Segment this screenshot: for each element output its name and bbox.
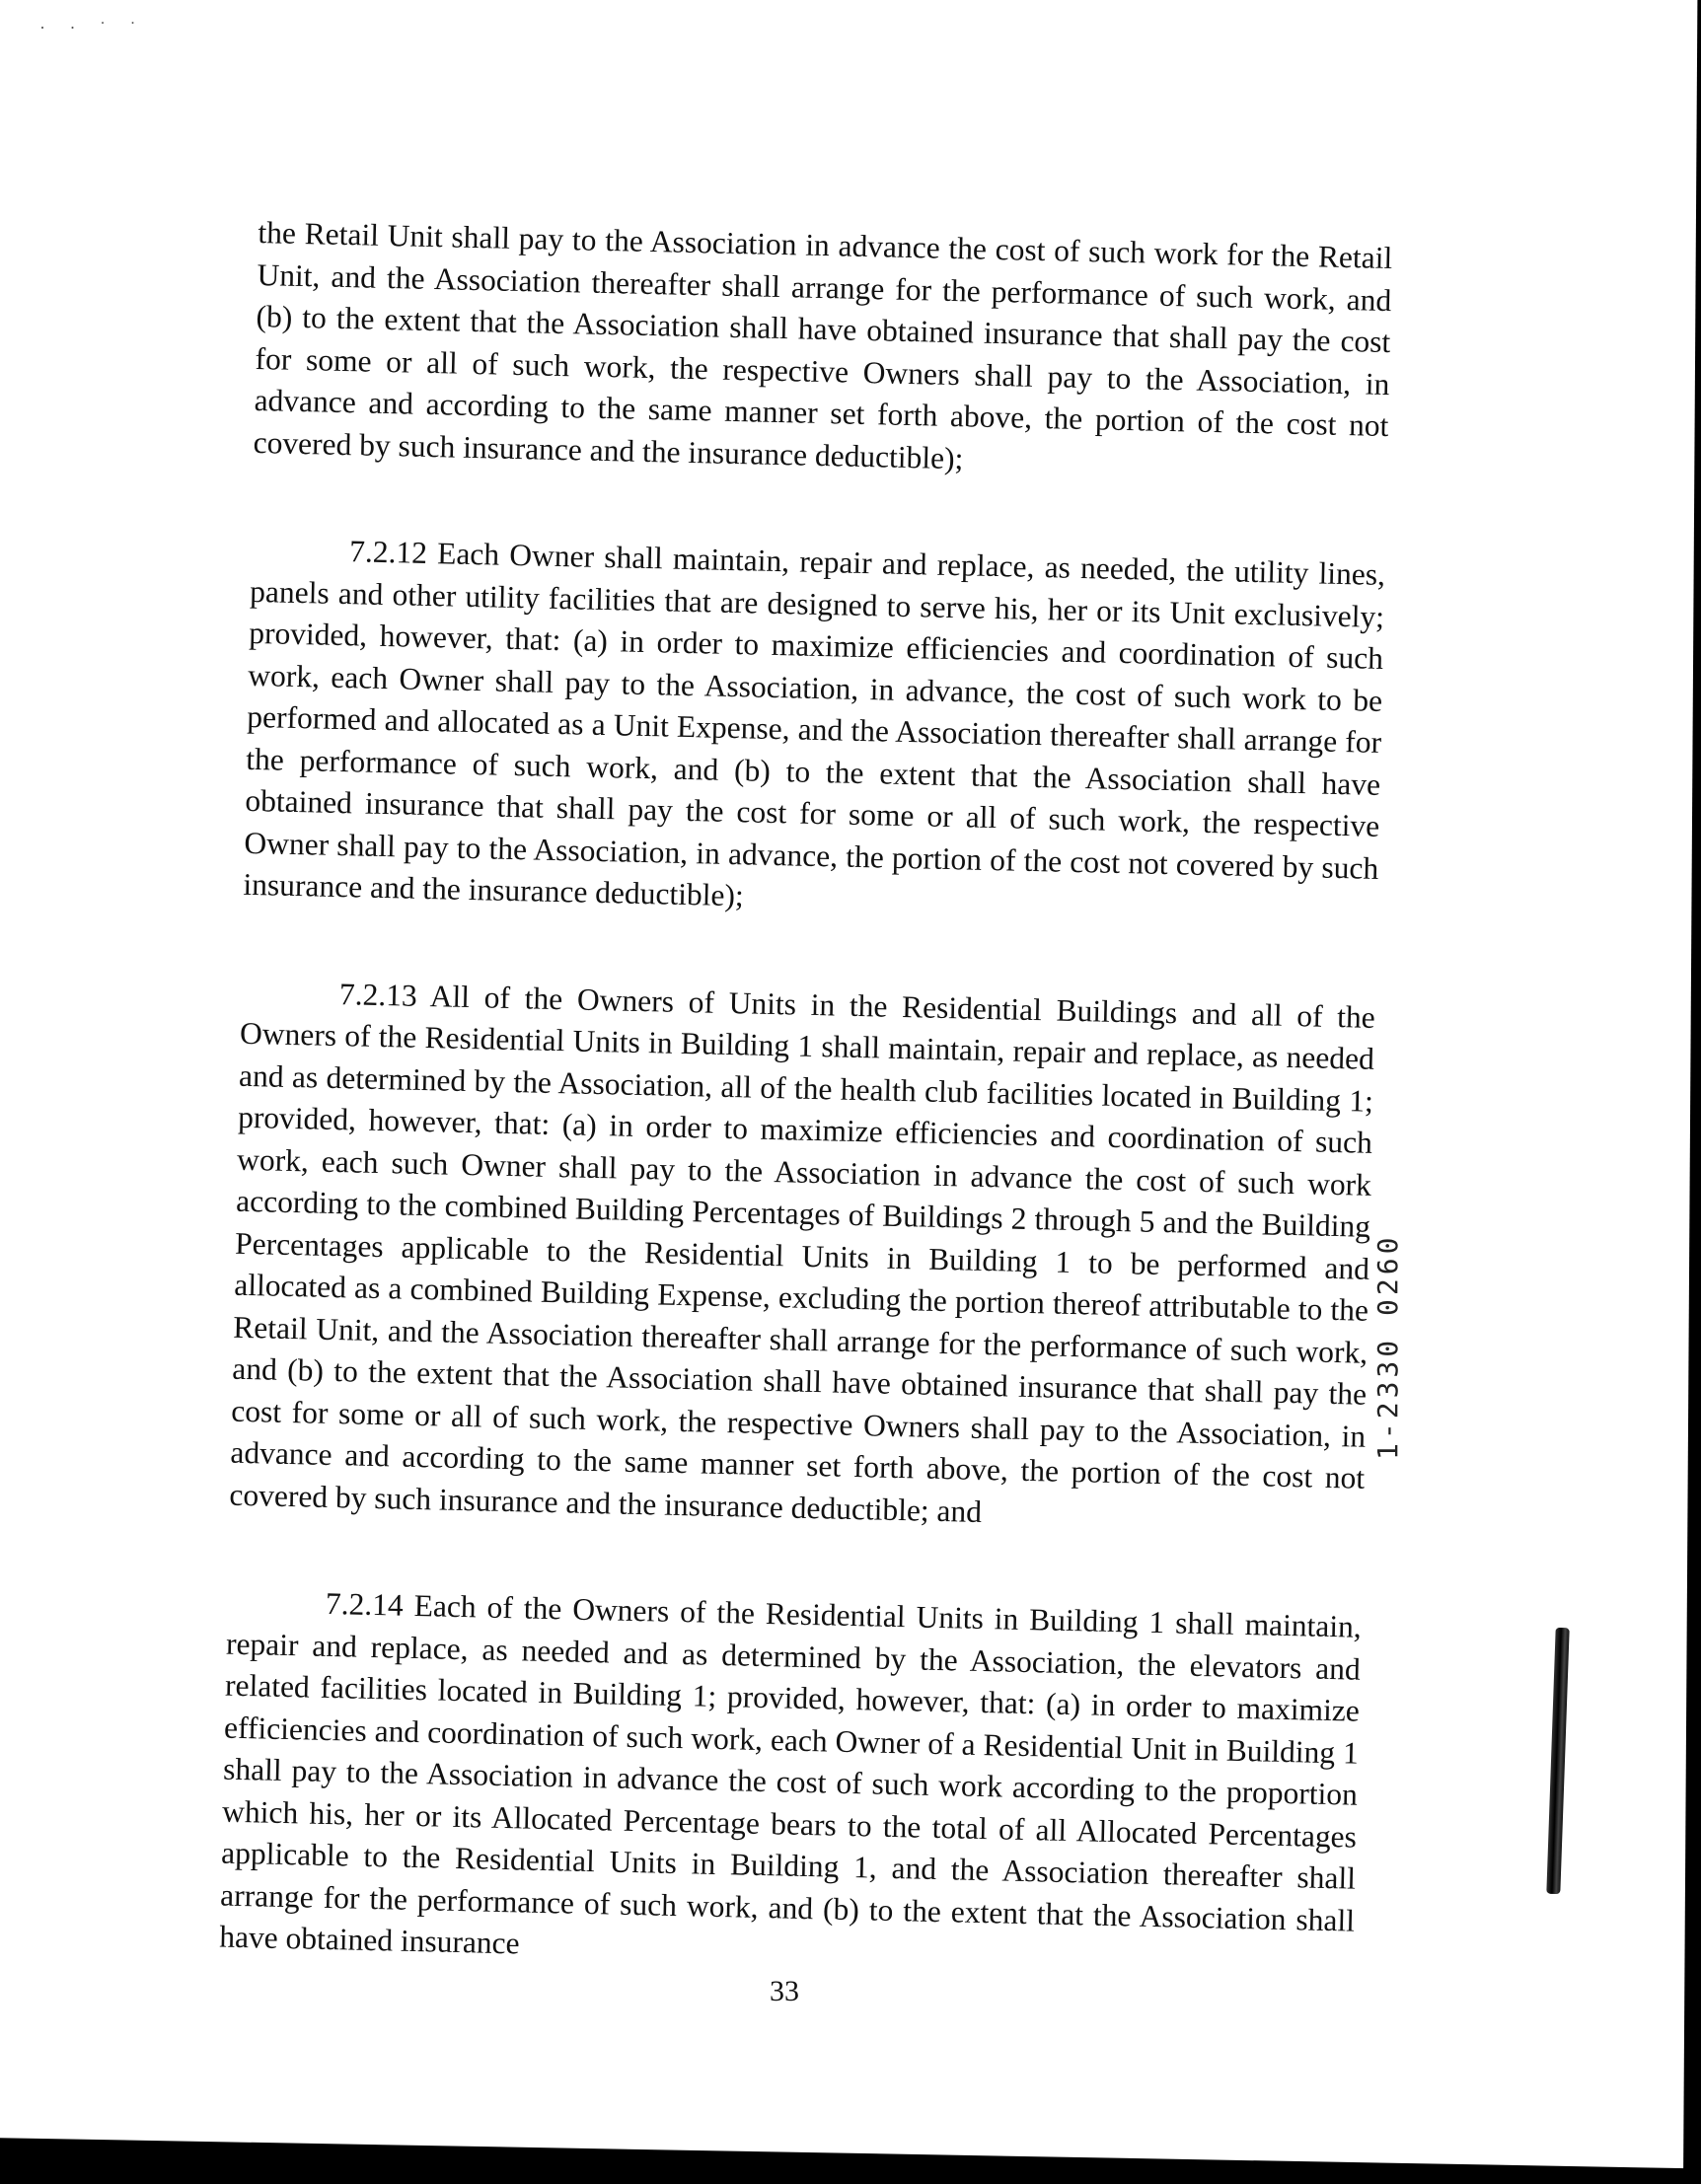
section-number: 7.2.13 — [338, 976, 418, 1013]
indent — [227, 1612, 326, 1614]
scan-specks: · · ˙ ˙ — [39, 18, 146, 37]
page-number: 33 — [770, 1975, 799, 2007]
indent — [251, 559, 349, 561]
section-number: 7.2.12 — [348, 534, 428, 570]
paragraph-7-2-13 — [229, 971, 1375, 1541]
paragraph-7-2-12 — [243, 529, 1385, 931]
paragraph-text: Each Owner shall maintain, repair and replace, as needed, the utility lines, panels and other utility facilities that are designed to serve his, her or its Unit exclusively; provided, however, that: (a) in order to maximize efficiencies and coordination of such work, each Owner shall pay to the Association, in advance, the cost of such work to be performed and allocated as a Unit Expense, and the Association thereafter shall arrange for the performance of such work, and (b) to the extent that the Association shall have obtained insurance that shall pay the cost for some or all of such work, the respective Owner shall pay to the Association, in advance, the portion of the cost not covered by such insurance and the insurance deductible); — [243, 536, 1386, 913]
document-page — [219, 212, 1393, 1984]
indent — [241, 1001, 339, 1003]
paragraph-continuation — [253, 212, 1392, 489]
paragraph-text: Each of the Owners of the Residential Units in Building 1 shall maintain, repair and replace, as needed and as determined by the Association, the elevators and related facilities located in Building 1; provided, however, that: (a) in order to maximize efficiencies and coordination of such work, each Owner of a Residential Unit in Building 1 shall pay to the Association in advance the cost of such work according to the proportion which his, her or its Allocated Percentage bears to the total of all Allocated Percentages applicable to the Residential Units in Building 1, and the Association thereafter shall arrange for the performance of such work, and (b) to the extent that the Association shall have obtained insurance — [218, 1587, 1363, 1961]
paragraph-7-2-14 — [219, 1581, 1362, 1984]
paragraph-text: All of the Owners of Units in the Residential Buildings and all of the Owners of the Residential Units in Building 1 shall maintain, repair and replace, as needed and as determined by the Association, all of the health club facilities located in Building 1; provided, however, that: (a) in order to maximize efficiencies and coordination of such work, each such Owner shall pay to the Association in advance the cost of such work according to the combined Building Percentages of Buildings 2 through 5 and the Building Percentages applicable to the Residential Units in Building 1 to be performed and allocated as a combined Building Expense, excluding the portion thereof attributable to the Retail Unit, and the Association thereafter shall arrange for the performance of such work, and (b) to the extent that the Association shall have obtained insurance that shall pay the cost for some or all of such work, the respective Owners shall pay to the Association, in advance and according to the same manner set forth above, the portion of the cost not covered by such insurance and the insurance deductible; and — [229, 978, 1376, 1529]
margin-stamp: 1-2330 0260 — [1371, 1233, 1404, 1460]
section-number: 7.2.14 — [325, 1585, 405, 1623]
paragraph-text: the Retail Unit shall pay to the Association in advance the cost of such work for the Retail Unit, and the Association thereafter shall arrange for the performance of such work, and (b) to the extent that the Association shall have obtained insurance that shall pay the cost for some or all of such work, the respective Owners shall pay to the Association, in advance and according to the same manner set forth above, the portion of the cost not covered by such insurance and the insurance deductible); — [253, 214, 1393, 475]
